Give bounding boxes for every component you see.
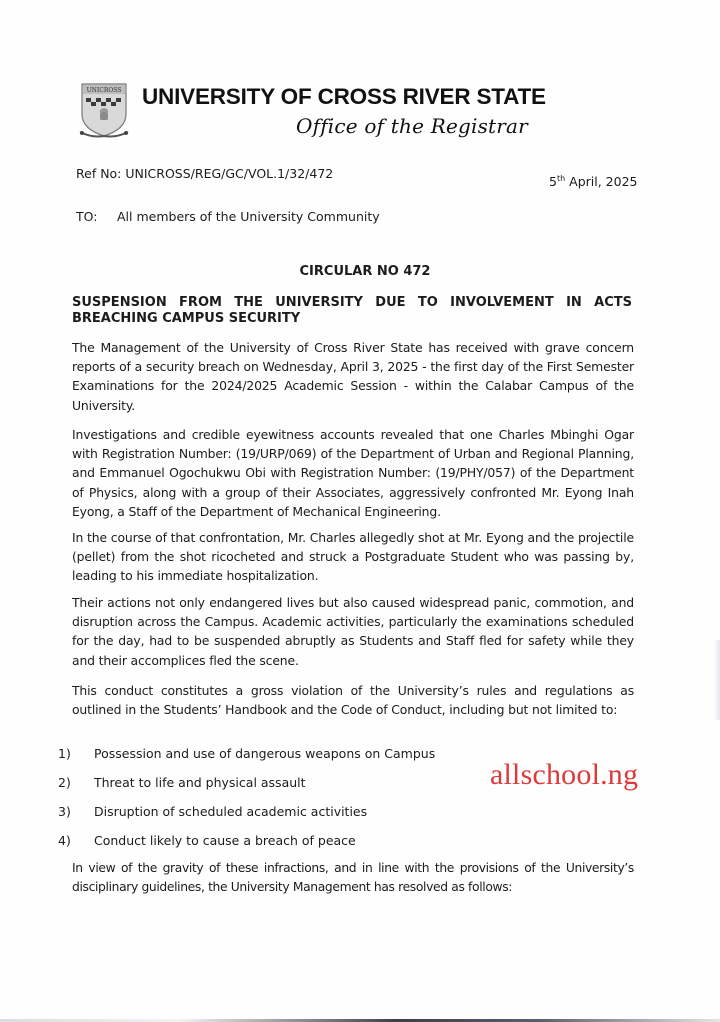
list-item (58, 831, 435, 860)
recipient-label: TO: (76, 209, 98, 224)
list-item-number: 3) (58, 804, 71, 819)
university-name: UNIVERSITY OF CROSS RIVER STATE (142, 84, 546, 109)
body-paragraph: The Management of the University of Cross River State has received with grave concern reports of a security breach on Wednesday, April 3, 2025 - the first day of the First Semester Examinations for the 2024/2025 Academic Session - within the Calabar Campus of the University. (72, 340, 634, 413)
list-item-number: 1) (58, 746, 71, 761)
list-item-text: Possession and use of dangerous weapons on Campus (94, 746, 436, 761)
office-of-registrar: Office of the Registrar (296, 114, 528, 138)
list-item (58, 802, 435, 831)
circular-subject (72, 295, 632, 327)
body-paragraph: In view of the gravity of these infractions, and in line with the provisions of the University’s disciplinary guidelines, the University Management has resolved as follows: (72, 861, 634, 895)
body-paragraph: In the course of that confrontation, Mr. Charles allegedly shot at Mr. Eyong and the projectile (pellet) from the shot ricocheted and struck a Postgraduate Student who was passing by, leading to his immediate hospitalization. (72, 530, 634, 584)
list-item (58, 744, 435, 773)
date-suffix: th (556, 174, 566, 183)
body-paragraph: Their actions not only endangered lives but also caused widespread panic, commotion, and disruption across the Campus. Academic activities, particularly the examinations scheduled for the day, had to be suspended abruptly as Students and Staff fled for safety while they and their accomplices fled the scene. (72, 595, 634, 668)
watermark: allschool.ng (490, 758, 639, 791)
list-item-text: Threat to life and physical assault (94, 775, 306, 790)
reference-number: Ref No: UNICROSS/REG/GC/VOL.1/32/472 (76, 166, 334, 181)
date-day: 5 (549, 174, 557, 190)
circular-date (549, 174, 637, 189)
list-item-text: Conduct likely to cause a breach of peace (94, 833, 356, 848)
svg-text:UNICROSS: UNICROSS (86, 87, 122, 94)
circular-number: CIRCULAR NO 472 (299, 264, 431, 279)
subject-line-1: SUSPENSION FROM THE UNIVERSITY DUE TO INVOLVEMENT IN ACTS (72, 295, 632, 310)
body-paragraph: This conduct constitutes a gross violation of the University’s rules and regulations as outlined in the Students’ Handbook and the Code of Conduct, including but not limited to: (72, 683, 634, 718)
list-item-number: 2) (58, 775, 71, 790)
list-item-number: 4) (58, 833, 71, 848)
list-item-text: Disruption of scheduled academic activities (94, 804, 368, 819)
subject-line-2: BREACHING CAMPUS SECURITY (72, 311, 301, 326)
recipient-line (76, 209, 380, 224)
list-item (58, 773, 435, 802)
date-month-year: April, 2025 (565, 174, 638, 190)
university-crest-icon (78, 80, 130, 142)
recipient-value: All members of the University Community (117, 209, 380, 224)
page-edge-shadow (714, 640, 720, 720)
body-paragraph: Investigations and credible eyewitness accounts revealed that one Charles Mbinghi Ogar with Registration Number: (19/URP/069) of the Department of Urban and Regional Planning, and Emmanuel Ogochukwu Obi with Registration Number: (19/PHY/057) of the Department of Physics, along with a group of their Associates, aggressively confronted Mr. Eyong Inah Eyong, a Staff of the Department of Mechanical Engineering. (72, 427, 634, 519)
violations-list (58, 744, 435, 860)
